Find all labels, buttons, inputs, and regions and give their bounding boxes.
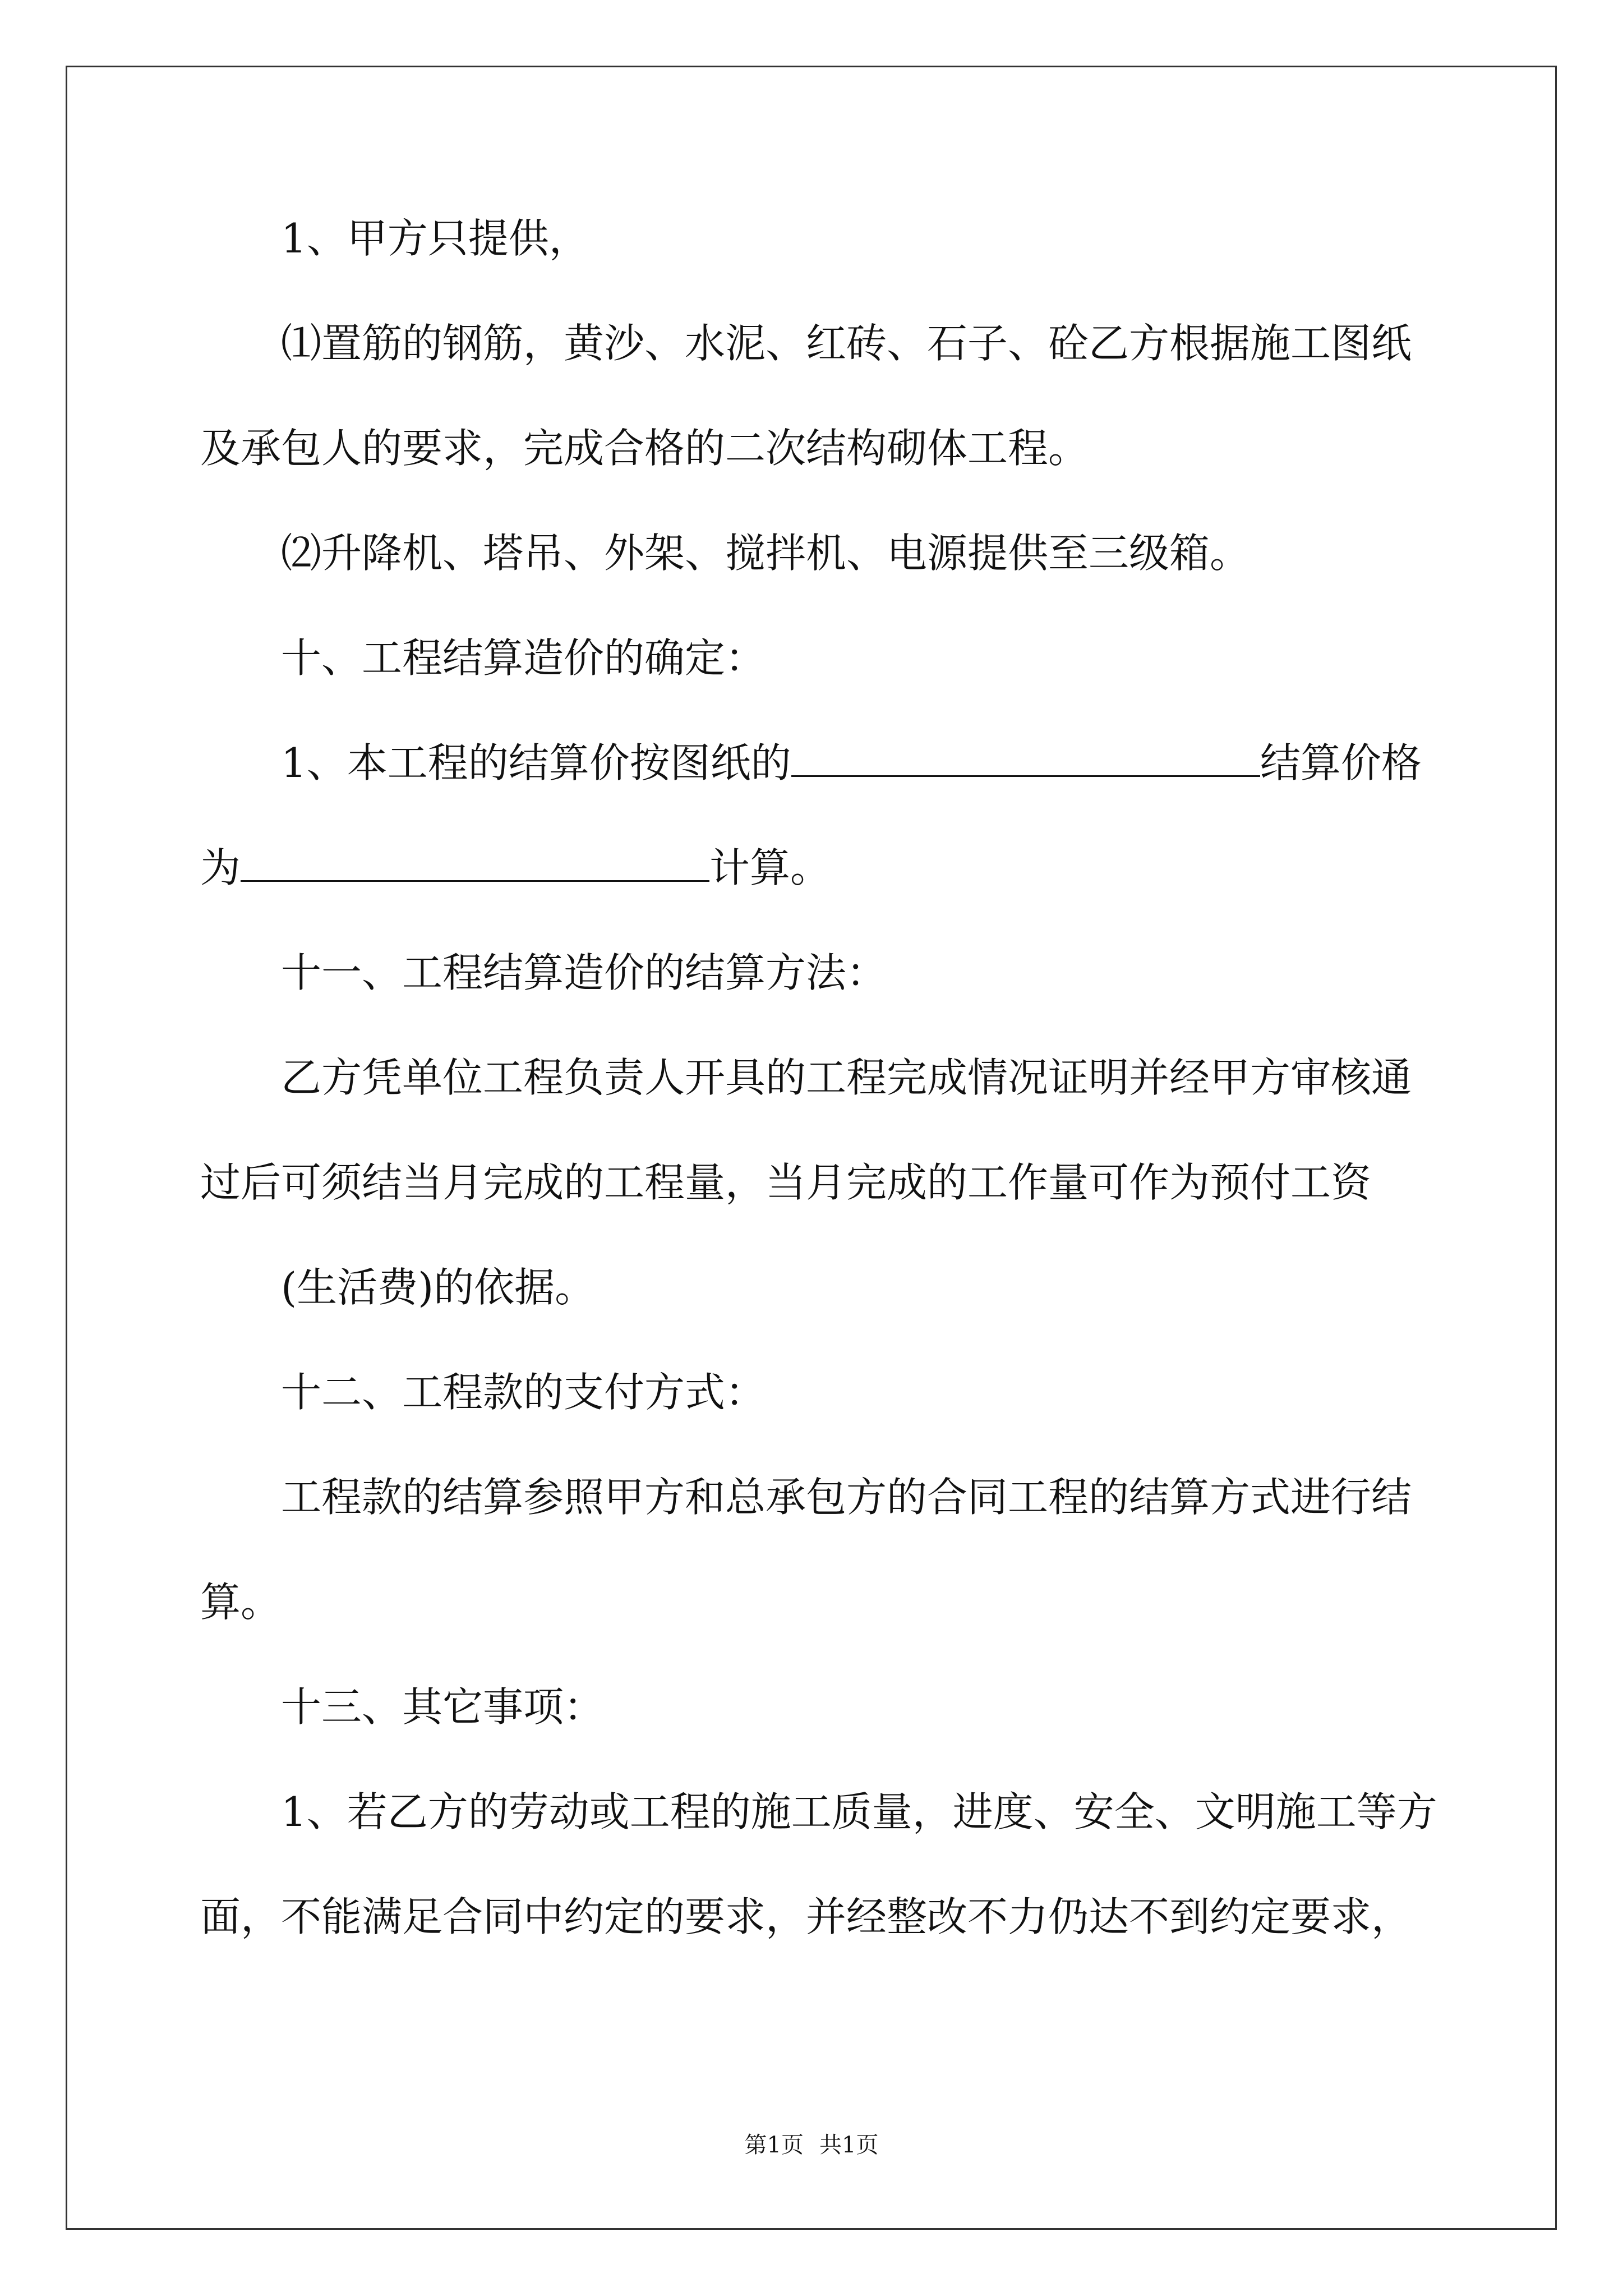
paragraph-line bbox=[200, 318, 1412, 369]
section-heading bbox=[200, 947, 887, 998]
paragraph-text: 1、甲方只提供， bbox=[281, 215, 589, 262]
paragraph-line bbox=[200, 1577, 281, 1627]
section-heading bbox=[200, 1682, 604, 1732]
fill-in-blank bbox=[241, 845, 709, 882]
section-heading bbox=[200, 1367, 766, 1418]
heading-text: 十一、工程结算造价的结算方法： bbox=[281, 949, 887, 996]
paragraph-line bbox=[200, 213, 589, 264]
page-footer bbox=[0, 2127, 1623, 2159]
paragraph-text: 算。 bbox=[200, 1579, 282, 1626]
paragraph-text: 计算。 bbox=[709, 844, 831, 891]
paragraph-text: 结算价格 bbox=[1260, 739, 1422, 786]
paragraph-text: 为 bbox=[200, 844, 241, 891]
paragraph-text: 及承包人的要求，完成合格的二次结构砌体工程。 bbox=[200, 425, 1089, 472]
paragraph-text: 面，不能满足合同中约定的要求，并经整改不力仍达不到约定要求， bbox=[200, 1893, 1412, 1940]
paragraph-line bbox=[200, 1052, 1412, 1103]
paragraph-line bbox=[200, 1157, 1371, 1208]
paragraph-line bbox=[200, 1787, 1437, 1837]
paragraph-text: 工程款的结算参照甲方和总承包方的合同工程的结算方式进行结 bbox=[281, 1474, 1412, 1521]
paragraph-text: 1、若乙方的劳动或工程的施工质量，进度、安全、文明施工等方 bbox=[281, 1788, 1437, 1835]
paragraph-line bbox=[200, 843, 831, 893]
page-total: 共1页 bbox=[819, 2132, 879, 2158]
paragraph-line bbox=[200, 1472, 1412, 1522]
page-number: 第1页 bbox=[744, 2132, 804, 2158]
paragraph-text: ⑴置筋的钢筋，黄沙、水泥、红砖、石子、砼乙方根据施工图纸 bbox=[281, 320, 1412, 367]
paragraph-text: ⑵升降机、塔吊、外架、搅拌机、电源提供至三级箱。 bbox=[281, 530, 1251, 577]
paragraph-line bbox=[200, 423, 1089, 473]
heading-text: 十三、其它事项： bbox=[281, 1683, 605, 1731]
section-heading bbox=[200, 633, 766, 683]
paragraph-line bbox=[200, 738, 1422, 788]
paragraph-text: 乙方凭单位工程负责人开具的工程完成情况证明并经甲方审核通 bbox=[281, 1054, 1412, 1101]
heading-text: 十、工程结算造价的确定： bbox=[281, 634, 766, 682]
heading-text: 十二、工程款的支付方式： bbox=[281, 1369, 766, 1416]
paragraph-line bbox=[200, 1262, 595, 1313]
paragraph-line bbox=[200, 528, 1250, 578]
paragraph-text: 过后可须结当月完成的工程量，当月完成的工作量可作为预付工资 bbox=[200, 1159, 1372, 1206]
fill-in-blank bbox=[791, 740, 1260, 777]
paragraph-text: 1、本工程的结算价按图纸的 bbox=[281, 739, 791, 786]
paragraph-text: (生活费)的依据。 bbox=[281, 1264, 596, 1311]
paragraph-line bbox=[200, 1892, 1412, 1942]
